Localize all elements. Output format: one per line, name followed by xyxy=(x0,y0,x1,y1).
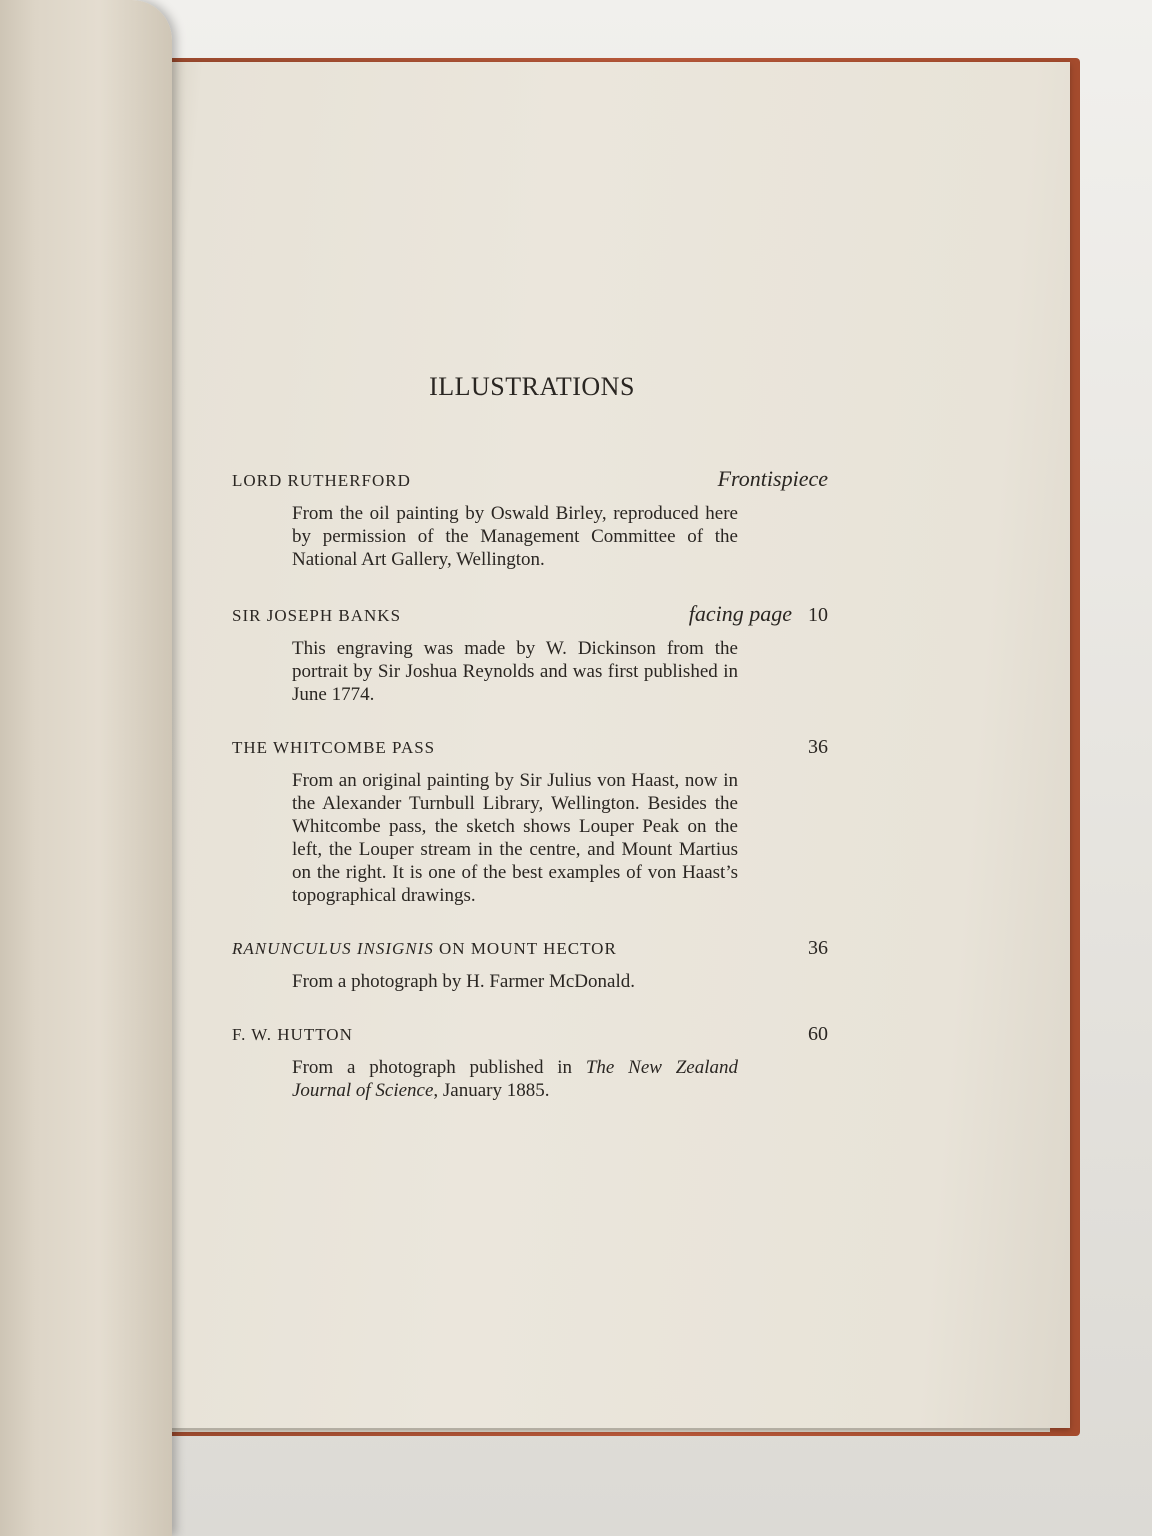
list-item xyxy=(232,601,832,706)
entry-description-italic: The New Zealand Journal of Science xyxy=(292,1057,739,1101)
entry-title-italic: RANUNCULUS INSIGNIS xyxy=(232,939,434,958)
entry-page-label: facing page xyxy=(688,601,792,626)
page-heading: ILLUSTRATIONS xyxy=(429,372,635,401)
list-item xyxy=(232,937,832,993)
entry-title: LORD RUTHERFORD xyxy=(232,471,411,490)
entry-description: From the oil painting by Oswald Birley, reproduced here by permission of the Management Committee of the National Art Gallery, Wellington. xyxy=(292,503,738,570)
entry-page-number: 10 xyxy=(808,604,828,626)
entry-page-label: Frontispiece xyxy=(717,466,828,491)
entry-page-number: 36 xyxy=(808,736,828,758)
entry-description: This engraving was made by W. Dickinson from the portrait by Sir Joshua Reynolds and was first published in June 1774. xyxy=(292,638,738,705)
list-item xyxy=(232,466,832,571)
entry-description-suffix: , January 1885. xyxy=(433,1080,550,1101)
entry-description xyxy=(292,1056,738,1102)
left-page-curl xyxy=(0,0,172,1536)
entry-page-number: 60 xyxy=(808,1023,828,1045)
entry-description: From an original painting by Sir Julius von Haast, now in the Alexander Turnbull Library, Wellington. Besides the Whitcombe pass, the sketch shows Louper Peak on the left, the Louper stream in the centre, and Mount Martius on the right. It is one of the best examples of von Haast’s topographical drawings. xyxy=(292,770,738,906)
entry-title: THE WHITCOMBE PASS xyxy=(232,738,436,757)
entry-title xyxy=(232,939,617,959)
entry-title-rest: ON MOUNT HECTOR xyxy=(439,939,617,958)
illustrations-list xyxy=(232,372,832,1132)
entry-title: F. W. HUTTON xyxy=(232,1025,353,1044)
entry-page-number: 36 xyxy=(808,937,828,959)
list-item xyxy=(232,1023,832,1102)
entry-title: SIR JOSEPH BANKS xyxy=(232,606,402,625)
list-item xyxy=(232,736,832,907)
entry-description-prefix: From a photograph published in xyxy=(292,1057,573,1078)
entry-description: From a photograph by H. Farmer McDonald. xyxy=(292,971,635,992)
